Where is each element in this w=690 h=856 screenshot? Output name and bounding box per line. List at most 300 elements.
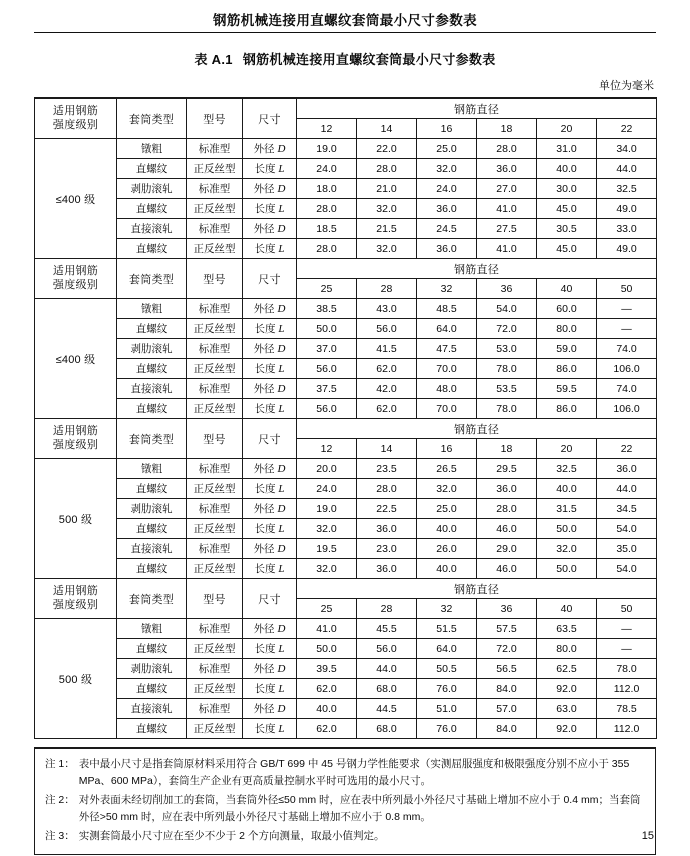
cell-value: 106.0 (597, 359, 657, 379)
parameter-table (34, 97, 657, 739)
cell-value: 64.0 (417, 319, 477, 339)
cell-value: 24.0 (417, 179, 477, 199)
cell-value: 50.0 (297, 319, 357, 339)
cell-value: 57.0 (477, 699, 537, 719)
cell-model: 标准型 (187, 379, 243, 399)
cell-value: 32.0 (357, 199, 417, 219)
cell-value: 80.0 (537, 319, 597, 339)
cell-value: 34.0 (597, 139, 657, 159)
cell-value: 50.5 (417, 659, 477, 679)
cell-sleeve-type: 直螺纹 (117, 519, 187, 539)
cell-value: 29.5 (477, 459, 537, 479)
header-rebar-diameter: 钢筋直径 (297, 98, 657, 119)
header-diameter-value: 40 (537, 599, 597, 619)
cell-value: 38.5 (297, 299, 357, 319)
cell-value: 41.5 (357, 339, 417, 359)
table-row (35, 719, 657, 739)
table-row (35, 659, 657, 679)
cell-value: 23.5 (357, 459, 417, 479)
cell-sleeve-type: 直螺纹 (117, 159, 187, 179)
cell-value: 48.5 (417, 299, 477, 319)
cell-value: 68.0 (357, 719, 417, 739)
notes-section (34, 747, 656, 855)
cell-sleeve-type: 镦粗 (117, 459, 187, 479)
note-text: 实测套筒最小尺寸应在至少不少于 2 个方向测量，取最小值判定。 (78, 830, 385, 842)
cell-value: 74.0 (597, 339, 657, 359)
header-rebar-diameter: 钢筋直径 (297, 579, 657, 599)
cell-dimension: 外径 D (243, 619, 297, 639)
cell-value: 42.0 (357, 379, 417, 399)
cell-value: 41.0 (297, 619, 357, 639)
cell-sleeve-type: 直螺纹 (117, 559, 187, 579)
header-diameter-value: 20 (537, 439, 597, 459)
cell-value: 45.0 (537, 199, 597, 219)
cell-value: 46.0 (477, 559, 537, 579)
cell-value: 39.5 (297, 659, 357, 679)
cell-value: 22.5 (357, 499, 417, 519)
cell-dimension: 长度 L (243, 199, 297, 219)
cell-sleeve-type: 镦粗 (117, 139, 187, 159)
cell-dimension: 长度 L (243, 559, 297, 579)
cell-sleeve-type: 直螺纹 (117, 719, 187, 739)
cell-sleeve-type: 直接滚轧 (117, 539, 187, 559)
header-diameter-value: 12 (297, 119, 357, 139)
cell-dimension: 长度 L (243, 519, 297, 539)
cell-dimension: 外径 D (243, 499, 297, 519)
note-label: 注 3： (45, 830, 75, 842)
header-diameter-value: 50 (597, 599, 657, 619)
table-row (35, 479, 657, 499)
cell-value: 49.0 (597, 199, 657, 219)
cell-value: 22.0 (357, 139, 417, 159)
cell-value: 59.5 (537, 379, 597, 399)
header-divider (34, 32, 656, 33)
header-sleeve-type: 套筒类型 (117, 259, 187, 299)
cell-value: 40.0 (417, 559, 477, 579)
cell-model: 正反丝型 (187, 719, 243, 739)
cell-sleeve-type: 直接滚轧 (117, 699, 187, 719)
cell-model: 正反丝型 (187, 399, 243, 419)
cell-value: — (597, 299, 657, 319)
cell-sleeve-type: 直螺纹 (117, 679, 187, 699)
table-row (35, 139, 657, 159)
cell-model: 标准型 (187, 619, 243, 639)
header-diameter-value: 25 (297, 279, 357, 299)
cell-value: — (597, 619, 657, 639)
header-diameter-value: 36 (477, 279, 537, 299)
table-header-row (35, 98, 657, 119)
cell-value: 32.0 (417, 479, 477, 499)
cell-value: 63.5 (537, 619, 597, 639)
cell-sleeve-type: 直接滚轧 (117, 379, 187, 399)
cell-value: 54.0 (477, 299, 537, 319)
cell-model: 标准型 (187, 539, 243, 559)
note-text: 对外表面未经切削加工的套筒，当套筒外径≤50 mm 时，应在表中所列最小外径尺寸基础上增加不应小于 0.4 mm；当套筒外径>50 mm 时，应在表中所列最小外径尺寸基础上增加不应小于 0.8 mm。 (78, 794, 641, 823)
cell-value: 24.0 (297, 479, 357, 499)
cell-sleeve-type: 直螺纹 (117, 479, 187, 499)
cell-sleeve-type: 镦粗 (117, 299, 187, 319)
cell-value: 29.0 (477, 539, 537, 559)
header-diameter-value: 22 (597, 439, 657, 459)
table-caption (34, 49, 656, 68)
cell-value: 30.0 (537, 179, 597, 199)
cell-value: 26.5 (417, 459, 477, 479)
cell-value: 78.5 (597, 699, 657, 719)
cell-value: 50.0 (537, 559, 597, 579)
cell-value: 30.5 (537, 219, 597, 239)
cell-dimension: 长度 L (243, 399, 297, 419)
header-dimension: 尺寸 (243, 579, 297, 619)
cell-grade: ≤400 级 (35, 139, 117, 259)
cell-dimension: 外径 D (243, 539, 297, 559)
cell-dimension: 长度 L (243, 319, 297, 339)
cell-value: 84.0 (477, 719, 537, 739)
header-diameter-value: 16 (417, 119, 477, 139)
cell-value: 40.0 (537, 159, 597, 179)
cell-value: 24.5 (417, 219, 477, 239)
cell-value: 36.0 (597, 459, 657, 479)
cell-model: 正反丝型 (187, 639, 243, 659)
cell-value: 54.0 (597, 559, 657, 579)
header-diameter-value: 28 (357, 599, 417, 619)
cell-value: 76.0 (417, 679, 477, 699)
cell-model: 正反丝型 (187, 679, 243, 699)
table-row (35, 319, 657, 339)
cell-sleeve-type: 剥肋滚轧 (117, 179, 187, 199)
header-rebar-diameter: 钢筋直径 (297, 259, 657, 279)
cell-sleeve-type: 剥肋滚轧 (117, 339, 187, 359)
cell-value: 32.0 (297, 559, 357, 579)
unit-note: 单位为毫米 (599, 80, 654, 92)
cell-value: 36.0 (417, 239, 477, 259)
table-row (35, 199, 657, 219)
header-diameter-value: 25 (297, 599, 357, 619)
table-row (35, 299, 657, 319)
cell-value: 70.0 (417, 399, 477, 419)
cell-value: 62.0 (357, 399, 417, 419)
header-model: 型号 (187, 579, 243, 619)
header-rebar-diameter: 钢筋直径 (297, 419, 657, 439)
cell-dimension: 外径 D (243, 219, 297, 239)
cell-value: 19.5 (297, 539, 357, 559)
note-label: 注 2： (45, 794, 75, 806)
cell-value: 28.0 (477, 499, 537, 519)
cell-dimension: 长度 L (243, 719, 297, 739)
cell-value: 33.0 (597, 219, 657, 239)
header-dimension: 尺寸 (243, 419, 297, 459)
cell-sleeve-type: 剥肋滚轧 (117, 499, 187, 519)
cell-value: 63.0 (537, 699, 597, 719)
cell-value: 64.0 (417, 639, 477, 659)
header-diameter-value: 20 (537, 119, 597, 139)
cell-model: 正反丝型 (187, 239, 243, 259)
note-item (45, 756, 645, 790)
cell-value: 19.0 (297, 139, 357, 159)
table-row (35, 459, 657, 479)
cell-grade: 500 级 (35, 459, 117, 579)
cell-value: 36.0 (357, 559, 417, 579)
cell-sleeve-type: 直螺纹 (117, 319, 187, 339)
cell-model: 标准型 (187, 459, 243, 479)
cell-sleeve-type: 直螺纹 (117, 359, 187, 379)
cell-value: 78.0 (597, 659, 657, 679)
cell-value: 74.0 (597, 379, 657, 399)
cell-value: 86.0 (537, 399, 597, 419)
header-diameter-value: 14 (357, 119, 417, 139)
cell-model: 正反丝型 (187, 559, 243, 579)
header-diameter-value: 50 (597, 279, 657, 299)
header-grade: 适用钢筋 强度级别 (35, 419, 117, 459)
cell-value: 44.0 (597, 159, 657, 179)
cell-dimension: 长度 L (243, 239, 297, 259)
cell-value: 36.0 (477, 159, 537, 179)
cell-value: 36.0 (477, 479, 537, 499)
header-diameter-value: 28 (357, 279, 417, 299)
cell-value: 44.0 (357, 659, 417, 679)
table-row (35, 499, 657, 519)
note-text: 表中最小尺寸是指套筒原材料采用符合 GB/T 699 中 45 号钢力学性能要求（实测屈服强度和极限强度分别不应小于 355 MPa、600 MPa），套筒生产企业有更高质量控制水平时可选用的最小尺寸。 (78, 758, 630, 787)
cell-value: 60.0 (537, 299, 597, 319)
header-diameter-value: 32 (417, 599, 477, 619)
table-row (35, 639, 657, 659)
table-caption-text: 钢筋机械连接用直螺纹套筒最小尺寸参数表 (242, 52, 496, 67)
cell-dimension: 外径 D (243, 659, 297, 679)
cell-value: 56.0 (297, 399, 357, 419)
header-sleeve-type: 套筒类型 (117, 98, 187, 139)
cell-value: 78.0 (477, 359, 537, 379)
cell-value: — (597, 319, 657, 339)
cell-value: 54.0 (597, 519, 657, 539)
table-row (35, 219, 657, 239)
cell-value: 28.0 (357, 159, 417, 179)
cell-value: 62.5 (537, 659, 597, 679)
cell-value: 56.0 (357, 319, 417, 339)
cell-value: 36.0 (417, 199, 477, 219)
cell-grade: 500 级 (35, 619, 117, 739)
cell-value: 41.0 (477, 199, 537, 219)
cell-value: 44.0 (597, 479, 657, 499)
table-row (35, 339, 657, 359)
cell-value: 35.0 (597, 539, 657, 559)
note-item (45, 828, 645, 845)
cell-model: 正反丝型 (187, 199, 243, 219)
cell-model: 标准型 (187, 499, 243, 519)
header-diameter-value: 18 (477, 119, 537, 139)
cell-value: 47.5 (417, 339, 477, 359)
cell-model: 标准型 (187, 179, 243, 199)
header-model: 型号 (187, 259, 243, 299)
cell-model: 正反丝型 (187, 519, 243, 539)
cell-value: 56.0 (297, 359, 357, 379)
cell-value: 36.0 (357, 519, 417, 539)
cell-value: 28.0 (297, 199, 357, 219)
table-header-row (35, 579, 657, 599)
cell-value: 18.5 (297, 219, 357, 239)
table-row (35, 379, 657, 399)
page-header-title: 钢筋机械连接用直螺纹套筒最小尺寸参数表 (212, 13, 478, 28)
cell-value: 45.5 (357, 619, 417, 639)
cell-dimension: 外径 D (243, 139, 297, 159)
cell-value: 86.0 (537, 359, 597, 379)
cell-value: 46.0 (477, 519, 537, 539)
header-diameter-value: 12 (297, 439, 357, 459)
cell-value: 72.0 (477, 639, 537, 659)
header-diameter-value: 32 (417, 279, 477, 299)
cell-value: 31.5 (537, 499, 597, 519)
table-caption-number: 表 A.1 (194, 52, 233, 67)
header-grade: 适用钢筋 强度级别 (35, 579, 117, 619)
cell-model: 正反丝型 (187, 159, 243, 179)
cell-value: 56.0 (357, 639, 417, 659)
header-diameter-value: 14 (357, 439, 417, 459)
cell-value: 53.0 (477, 339, 537, 359)
cell-value: 26.0 (417, 539, 477, 559)
header-diameter-value: 18 (477, 439, 537, 459)
cell-value: 37.5 (297, 379, 357, 399)
table-row (35, 539, 657, 559)
cell-dimension: 外径 D (243, 179, 297, 199)
header-sleeve-type: 套筒类型 (117, 579, 187, 619)
cell-value: 21.0 (357, 179, 417, 199)
cell-value: 57.5 (477, 619, 537, 639)
header-diameter-value: 40 (537, 279, 597, 299)
header-dimension: 尺寸 (243, 98, 297, 139)
cell-value: 41.0 (477, 239, 537, 259)
cell-value: 32.5 (597, 179, 657, 199)
cell-value: 32.0 (297, 519, 357, 539)
header-diameter-value: 16 (417, 439, 477, 459)
cell-value: 44.5 (357, 699, 417, 719)
cell-value: 50.0 (297, 639, 357, 659)
cell-model: 标准型 (187, 699, 243, 719)
cell-value: 23.0 (357, 539, 417, 559)
cell-value: 106.0 (597, 399, 657, 419)
cell-dimension: 外径 D (243, 699, 297, 719)
cell-value: 20.0 (297, 459, 357, 479)
cell-value: 50.0 (537, 519, 597, 539)
cell-value: 53.5 (477, 379, 537, 399)
cell-value: 72.0 (477, 319, 537, 339)
cell-value: 76.0 (417, 719, 477, 739)
cell-value: 78.0 (477, 399, 537, 419)
cell-value: 59.0 (537, 339, 597, 359)
cell-model: 标准型 (187, 139, 243, 159)
cell-value: 80.0 (537, 639, 597, 659)
cell-sleeve-type: 直螺纹 (117, 239, 187, 259)
cell-value: 34.5 (597, 499, 657, 519)
cell-value: 28.0 (297, 239, 357, 259)
page-number: 15 (641, 830, 654, 842)
cell-value: 32.0 (357, 239, 417, 259)
cell-dimension: 外径 D (243, 459, 297, 479)
header-sleeve-type: 套筒类型 (117, 419, 187, 459)
cell-value: 62.0 (297, 719, 357, 739)
cell-dimension: 长度 L (243, 159, 297, 179)
header-diameter-value: 22 (597, 119, 657, 139)
cell-model: 标准型 (187, 339, 243, 359)
cell-value: 27.5 (477, 219, 537, 239)
cell-dimension: 外径 D (243, 339, 297, 359)
cell-value: 51.5 (417, 619, 477, 639)
table-row (35, 399, 657, 419)
table-row (35, 179, 657, 199)
cell-model: 标准型 (187, 659, 243, 679)
cell-model: 正反丝型 (187, 319, 243, 339)
header-model: 型号 (187, 98, 243, 139)
cell-grade: ≤400 级 (35, 299, 117, 419)
cell-dimension: 长度 L (243, 479, 297, 499)
cell-value: 28.0 (357, 479, 417, 499)
header-diameter-value: 36 (477, 599, 537, 619)
cell-value: 56.5 (477, 659, 537, 679)
cell-dimension: 长度 L (243, 359, 297, 379)
cell-value: 92.0 (537, 719, 597, 739)
cell-model: 正反丝型 (187, 359, 243, 379)
table-row (35, 239, 657, 259)
cell-value: 45.0 (537, 239, 597, 259)
cell-value: 62.0 (357, 359, 417, 379)
header-grade: 适用钢筋 强度级别 (35, 259, 117, 299)
table-row (35, 679, 657, 699)
cell-dimension: 外径 D (243, 299, 297, 319)
table-row (35, 619, 657, 639)
cell-value: 40.0 (537, 479, 597, 499)
cell-value: 24.0 (297, 159, 357, 179)
header-grade: 适用钢筋 强度级别 (35, 98, 117, 139)
table-row (35, 159, 657, 179)
table-row (35, 559, 657, 579)
note-label: 注 1： (45, 758, 75, 770)
cell-value: 92.0 (537, 679, 597, 699)
cell-dimension: 外径 D (243, 379, 297, 399)
cell-value: 48.0 (417, 379, 477, 399)
cell-value: 51.0 (417, 699, 477, 719)
cell-value: 28.0 (477, 139, 537, 159)
cell-value: 68.0 (357, 679, 417, 699)
cell-dimension: 长度 L (243, 639, 297, 659)
cell-sleeve-type: 直螺纹 (117, 199, 187, 219)
cell-sleeve-type: 剥肋滚轧 (117, 659, 187, 679)
table-row (35, 359, 657, 379)
header-dimension: 尺寸 (243, 259, 297, 299)
cell-value: — (597, 639, 657, 659)
cell-value: 62.0 (297, 679, 357, 699)
cell-value: 27.0 (477, 179, 537, 199)
cell-model: 标准型 (187, 219, 243, 239)
cell-value: 32.5 (537, 459, 597, 479)
cell-value: 43.0 (357, 299, 417, 319)
cell-value: 70.0 (417, 359, 477, 379)
cell-value: 37.0 (297, 339, 357, 359)
cell-value: 49.0 (597, 239, 657, 259)
cell-value: 25.0 (417, 139, 477, 159)
cell-value: 112.0 (597, 719, 657, 739)
cell-value: 32.0 (537, 539, 597, 559)
cell-sleeve-type: 镦粗 (117, 619, 187, 639)
cell-value: 19.0 (297, 499, 357, 519)
cell-value: 18.0 (297, 179, 357, 199)
header-model: 型号 (187, 419, 243, 459)
cell-value: 84.0 (477, 679, 537, 699)
cell-sleeve-type: 直螺纹 (117, 399, 187, 419)
note-item (45, 792, 645, 826)
cell-model: 正反丝型 (187, 479, 243, 499)
cell-value: 31.0 (537, 139, 597, 159)
cell-value: 32.0 (417, 159, 477, 179)
table-header-row (35, 419, 657, 439)
cell-model: 标准型 (187, 299, 243, 319)
cell-value: 112.0 (597, 679, 657, 699)
